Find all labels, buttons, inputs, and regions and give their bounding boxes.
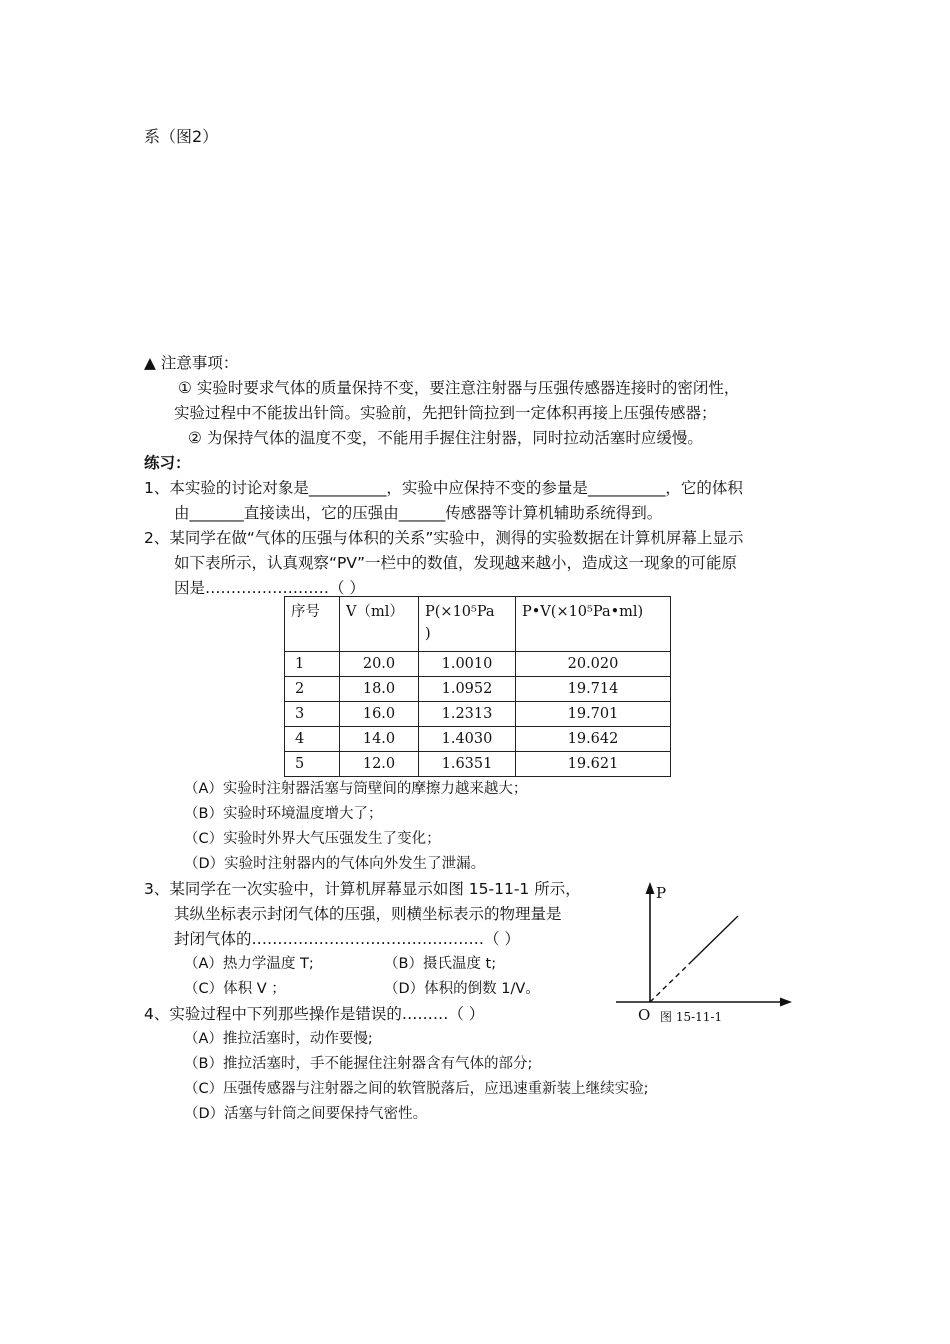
table-cell: 2 (285, 677, 340, 702)
question-1-line-1: 1、本实验的讨论对象是__________，实验中应保持不变的参量是__________，它的体积 (144, 479, 743, 497)
table-header-cell: P•V(×10⁵Pa•ml) (516, 597, 671, 652)
question-2-line-3: 因是……………………（ ） (174, 579, 365, 597)
table-cell: 5 (285, 752, 340, 777)
notes-heading: ▲ 注意事项： (144, 354, 239, 372)
question-3-line-2: 其纵坐标表示封闭气体的压强，则横坐标表示的物理量是 (174, 905, 562, 923)
table-cell: 20.0 (340, 652, 419, 677)
table-cell: 1 (285, 652, 340, 677)
table-cell: 1.2313 (419, 702, 516, 727)
question-3-line-1: 3、某同学在一次实验中，计算机屏幕显示如图 15-11-1 所示， (144, 880, 581, 898)
table-cell: 19.714 (516, 677, 671, 702)
question-2-option-a: （A）实验时注射器活塞与筒壁间的摩擦力越来越大； (184, 781, 528, 797)
question-4-option-d: （D）活塞与针筒之间要保持气密性。 (184, 1106, 428, 1122)
question-3-option-c: （C）体积 V ； (184, 981, 286, 997)
dashed-extrapolation-line (650, 961, 692, 1002)
table-cell: 16.0 (340, 702, 419, 727)
question-3-option-d: （D）体积的倒数 1/V。 (384, 981, 540, 997)
pv-graph-figure (610, 878, 800, 1028)
table-row (285, 677, 671, 702)
table-cell: 1.0010 (419, 652, 516, 677)
table-cell: 19.621 (516, 752, 671, 777)
table-row (285, 752, 671, 777)
table-cell: 4 (285, 727, 340, 752)
table-cell: 19.701 (516, 702, 671, 727)
practice-heading: 练习： (144, 454, 191, 472)
note-item-1-line-1: ① 实验时要求气体的质量保持不变，要注意注射器与压强传感器连接时的密闭性， (178, 379, 740, 397)
table-cell: 14.0 (340, 727, 419, 752)
table-header-cell: 序号 (285, 597, 340, 652)
question-4-option-c: （C）压强传感器与注射器之间的软管脱落后，应迅速重新装上继续实验; (184, 1081, 649, 1097)
table-cell: 1.4030 (419, 727, 516, 752)
question-2-option-b: （B）实验时环境温度增大了； (184, 806, 383, 822)
solid-data-line (692, 916, 738, 961)
table-cell: 1.0952 (419, 677, 516, 702)
table-header-wrap: ) (425, 626, 431, 642)
y-axis-arrow-icon (646, 882, 655, 894)
table-cell: 1.6351 (419, 752, 516, 777)
question-4-option-a: （A）推拉活塞时，动作要慢; (184, 1031, 373, 1047)
note-item-2: ② 为保持气体的温度不变，不能用手握住注射器，同时拉动活塞时应缓慢。 (188, 429, 703, 447)
question-4-option-b: （B）推拉活塞时，手不能握住注射器含有气体的部分; (184, 1056, 533, 1072)
question-3-line-3: 封闭气体的………………………………………（ ） (174, 930, 520, 948)
x-axis-arrow-icon (780, 998, 792, 1007)
table-cell: 3 (285, 702, 340, 727)
table-header-text: P(×10⁵Pa (425, 604, 495, 620)
table-cell: 18.0 (340, 677, 419, 702)
y-axis-label: P (656, 884, 667, 902)
question-2-option-d: （D）实验时注射器内的气体向外发生了泄漏。 (184, 856, 486, 872)
note-item-1-line-2: 实验过程中不能拔出针筒。实验前，先把针筒拉到一定体积再接上压强传感器； (174, 404, 717, 422)
question-2-line-1: 2、某同学在做“气体的压强与体积的关系”实验中，测得的实验数据在计算机屏幕上显示 (144, 529, 744, 547)
table-cell: 20.020 (516, 652, 671, 677)
table-row (285, 652, 671, 677)
table-cell: 12.0 (340, 752, 419, 777)
table-row (285, 727, 671, 752)
data-table (284, 596, 671, 777)
question-3-option-a: （A）热力学温度 T; (184, 956, 314, 972)
origin-label: O (638, 1006, 651, 1024)
question-4-line-1: 4、实验过程中下列那些操作是错误的………（ ） (144, 1005, 485, 1023)
top-caption: 系（图2） (144, 127, 219, 146)
question-1-line-2: 由_______直接读出，它的压强由______传感器等计算机辅助系统得到。 (174, 504, 663, 522)
figure-caption: 图 15-11-1 (660, 1010, 723, 1024)
question-2-option-c: （C）实验时外界大气压强发生了变化； (184, 831, 441, 847)
table-cell: 19.642 (516, 727, 671, 752)
table-header-cell (419, 597, 516, 652)
table-header-cell: V（ml） (340, 597, 419, 652)
table-header-row (285, 597, 671, 652)
question-2-line-2: 如下表所示，认真观察“PV”一栏中的数值，发现越来越小，造成这一现象的可能原 (174, 554, 738, 572)
table-row (285, 702, 671, 727)
question-3-option-b: （B）摄氏温度 t; (384, 956, 497, 972)
